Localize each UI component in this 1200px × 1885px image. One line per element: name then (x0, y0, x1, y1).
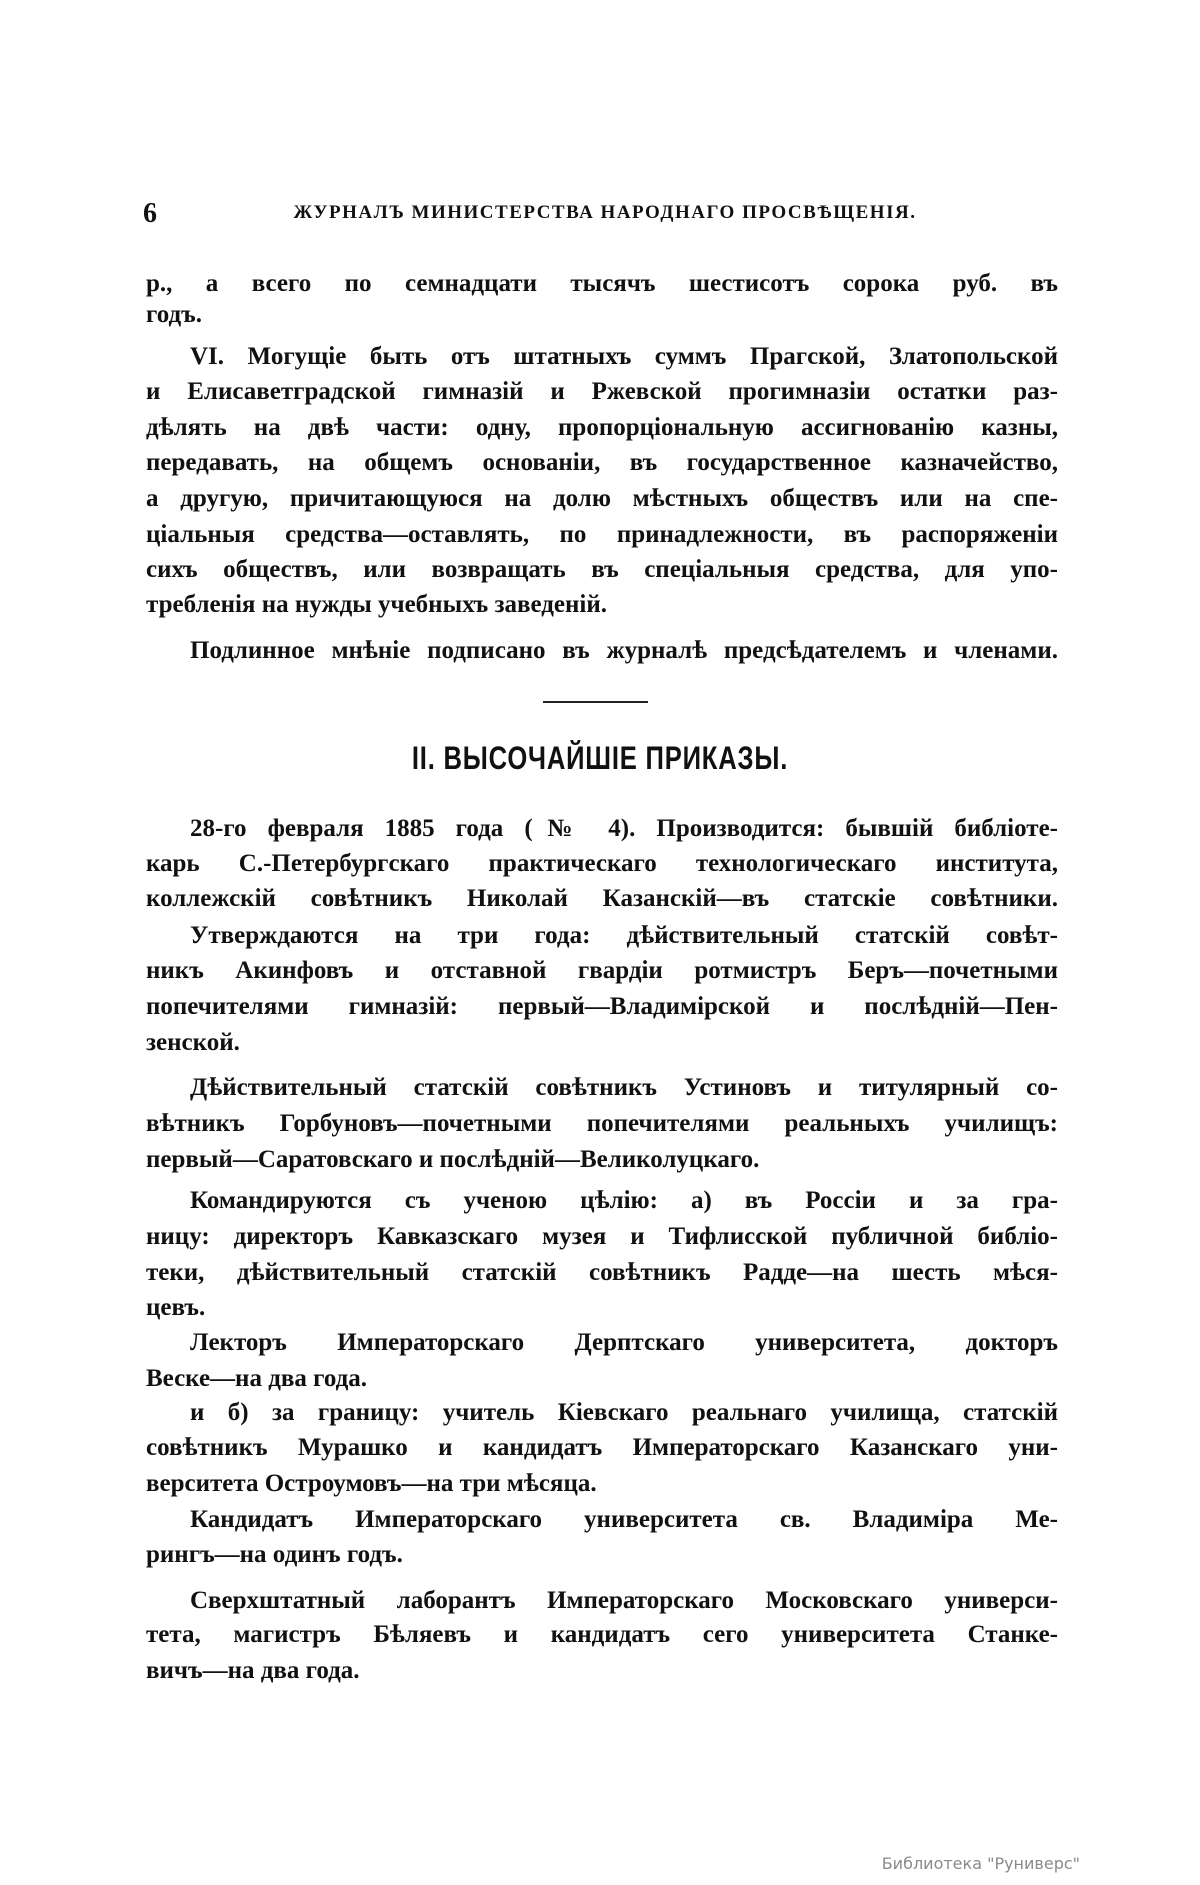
text-line: Веске—на два года. (146, 1365, 368, 1392)
text-line: первый—Саратовскаго и послѣдній—Великолуцкаго. (146, 1146, 760, 1173)
text-line: Дѣйствительный статскій совѣтникъ Устиновъ и титулярный со- (190, 1074, 1058, 1101)
text-line: VI. Могущіе быть отъ штатныхъ суммъ Прагской, Златопольской (190, 343, 1058, 370)
text-line: рингъ—на одинъ годъ. (146, 1541, 403, 1568)
text-line: зенской. (146, 1029, 240, 1056)
text-line: 28-го февраля 1885 года (№ 4). Производится: бывшій библіоте- (190, 815, 1058, 842)
section-title: II. ВЫСОЧАЙШІЕ ПРИКАЗЫ. (411, 740, 789, 776)
text-line: карь С.-Петербургскаго практическаго технологическаго института, (146, 850, 1058, 877)
text-line: совѣтникъ Мурашко и кандидатъ Императорскаго Казанскаго уни- (146, 1434, 1058, 1461)
text-line: Лекторъ Императорскаго Дерптскаго университета, докторъ (190, 1329, 1058, 1356)
text-line: а другую, причитающуюся на долю мѣстныхъ обществъ или на спе- (146, 485, 1058, 512)
text-line: никъ Акинфовъ и отставной гвардіи ротмистръ Беръ—почетными (146, 957, 1058, 984)
text-line: ціальныя средства—оставлять, по принадлежности, въ распоряженіи (146, 521, 1058, 548)
text-line: вичъ—на два года. (146, 1657, 360, 1684)
running-head-title: ЖУРНАЛЪ МИНИСТЕРСТВА НАРОДНАГО ПРОСВѢЩЕНІЯ. (293, 202, 917, 223)
text-line: и б) за границу: учитель Кіевскаго реальнаго училища, статскій (190, 1399, 1058, 1426)
text-line: требленія на нужды учебныхъ заведеній. (146, 591, 608, 618)
library-watermark: Библиотека "Руниверс" (881, 1854, 1080, 1873)
text-line: попечителями гимназій: первый—Владимірской и послѣдній—Пен- (146, 993, 1058, 1020)
text-line: теки, дѣйствительный статскій совѣтникъ Радде—на шесть мѣся- (146, 1259, 1058, 1286)
text-line: сихъ обществъ, или возвращать въ спеціальныя средства, для упо- (146, 556, 1058, 583)
text-line: передавать, на общемъ основаніи, въ государственное казначейство, (146, 449, 1058, 476)
text-line: Сверхштатный лаборантъ Императорскаго Московскаго универси- (190, 1587, 1058, 1614)
text-line: годъ. (146, 301, 202, 328)
page-number: 6 (143, 198, 157, 229)
text-line: Командируются съ ученою цѣлію: а) въ Россіи и за гра- (190, 1187, 1058, 1214)
text-line: и Елисаветградской гимназій и Ржевской прогимназіи остатки раз- (146, 378, 1058, 405)
text-line: цевъ. (146, 1294, 206, 1321)
text-line: Утверждаются на три года: дѣйствительный статскій совѣт- (190, 922, 1058, 949)
text-line: коллежскій совѣтникъ Николай Казанскій—въ статскіе совѣтники. (146, 885, 1058, 912)
text-line: Кандидатъ Императорскаго университета св. Владиміра Ме- (190, 1506, 1058, 1533)
text-line: дѣлять на двѣ части: одну, пропорціональную ассигнованію казны, (146, 414, 1058, 441)
text-line: верситета Остроумовъ—на три мѣсяца. (146, 1470, 597, 1497)
text-line: тета, магистръ Бѣляевъ и кандидатъ сего университета Станке- (146, 1621, 1058, 1648)
text-line: вѣтникъ Горбуновъ—почетными попечителями реальныхъ училищъ: (146, 1110, 1058, 1137)
section-divider (543, 701, 648, 703)
text-line: р., а всего по семнадцати тысячъ шестисотъ сорока руб. въ (146, 270, 1058, 297)
text-line: ницу: директоръ Кавказскаго музея и Тифлисской публичной библіо- (146, 1223, 1058, 1250)
text-line: Подлинное мнѣніе подписано въ журналѣ предсѣдателемъ и членами. (190, 637, 1058, 664)
